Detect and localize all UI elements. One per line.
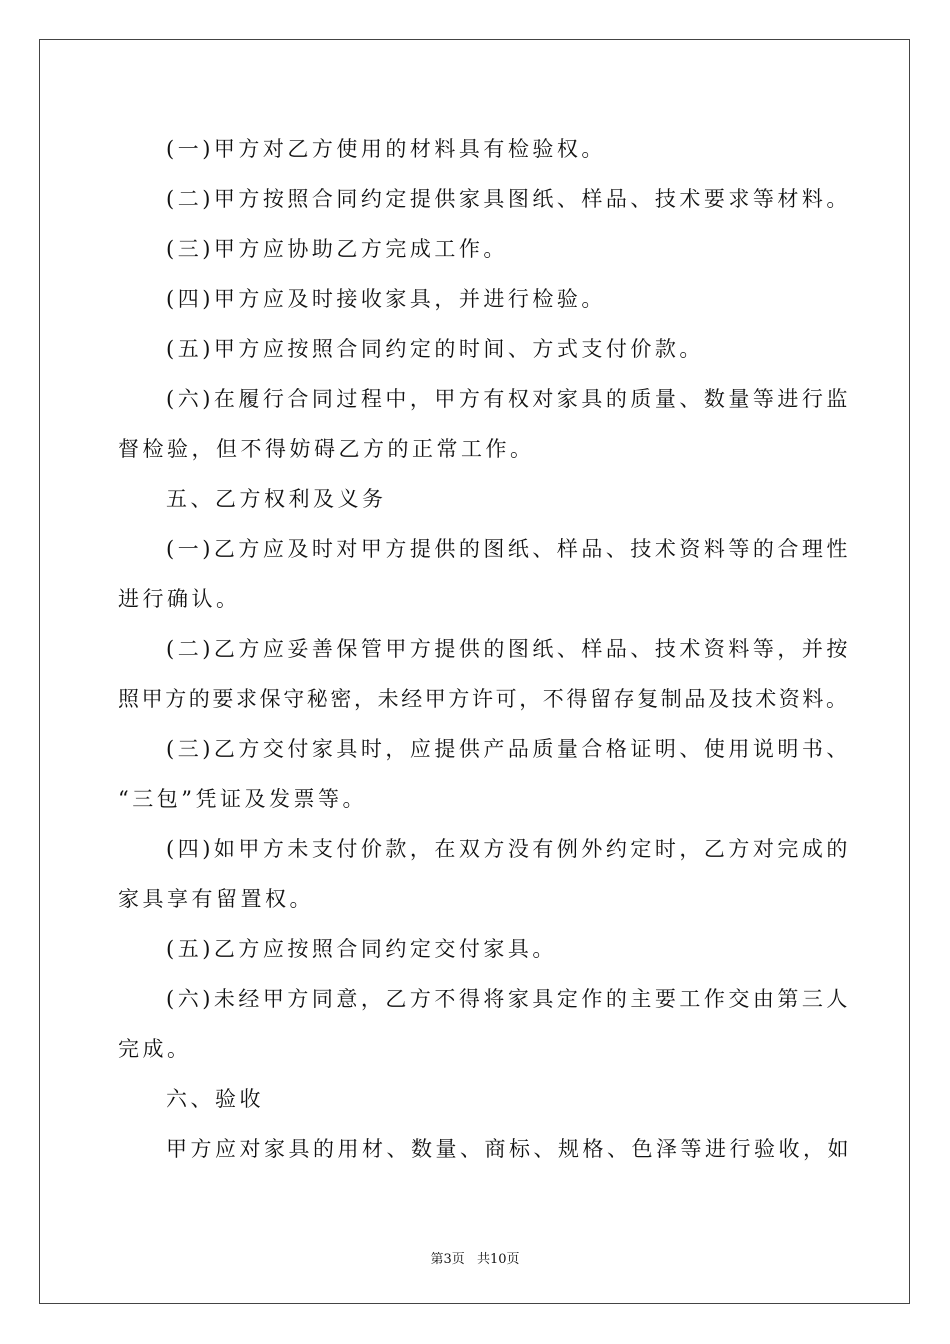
page-number: 第3页 bbox=[430, 1252, 465, 1267]
clause-line-continued: “三包”凭证及发票等。 bbox=[118, 787, 367, 811]
clause-line: (五)甲方应按照合同约定的时间、方式支付价款。 bbox=[166, 337, 704, 361]
clause-line: 甲方应对家具的用材、数量、商标、规格、色泽等进行验收，如 bbox=[166, 1137, 852, 1161]
clause-line: (二)乙方应妥善保管甲方提供的图纸、样品、技术资料等，并按 bbox=[166, 637, 851, 661]
clause-line-continued: 进行确认。 bbox=[118, 587, 241, 611]
clause-line: (三)乙方交付家具时，应提供产品质量合格证明、使用说明书、 bbox=[166, 737, 851, 761]
clause-line: (六)在履行合同过程中，甲方有权对家具的质量、数量等进行监 bbox=[166, 387, 851, 411]
section-heading: 六、验收 bbox=[166, 1087, 264, 1111]
clause-line-continued: 督检验，但不得妨碍乙方的正常工作。 bbox=[118, 437, 535, 461]
clause-line-continued: 完成。 bbox=[118, 1037, 192, 1061]
section-heading: 五、乙方权利及义务 bbox=[166, 487, 387, 511]
clause-line: (四)如甲方未支付价款，在双方没有例外约定时，乙方对完成的 bbox=[166, 837, 851, 861]
page-total: 共10页 bbox=[476, 1252, 520, 1267]
clause-line: (三)甲方应协助乙方完成工作。 bbox=[166, 237, 508, 261]
clause-line-continued: 家具享有留置权。 bbox=[118, 887, 314, 911]
clause-line: (四)甲方应及时接收家具，并进行检验。 bbox=[166, 287, 606, 311]
clause-line: (五)乙方应按照合同约定交付家具。 bbox=[166, 937, 557, 961]
clause-line: (一)甲方对乙方使用的材料具有检验权。 bbox=[166, 137, 606, 161]
clause-line: (六)未经甲方同意，乙方不得将家具定作的主要工作交由第三人 bbox=[166, 987, 851, 1011]
clause-line-continued: 照甲方的要求保守秘密，未经甲方许可，不得留存复制品及技术资料。 bbox=[118, 687, 850, 711]
clause-line: (二)甲方按照合同约定提供家具图纸、样品、技术要求等材料。 bbox=[166, 187, 851, 211]
page-footer bbox=[0, 1248, 950, 1267]
clause-line: (一)乙方应及时对甲方提供的图纸、样品、技术资料等的合理性 bbox=[166, 537, 851, 561]
